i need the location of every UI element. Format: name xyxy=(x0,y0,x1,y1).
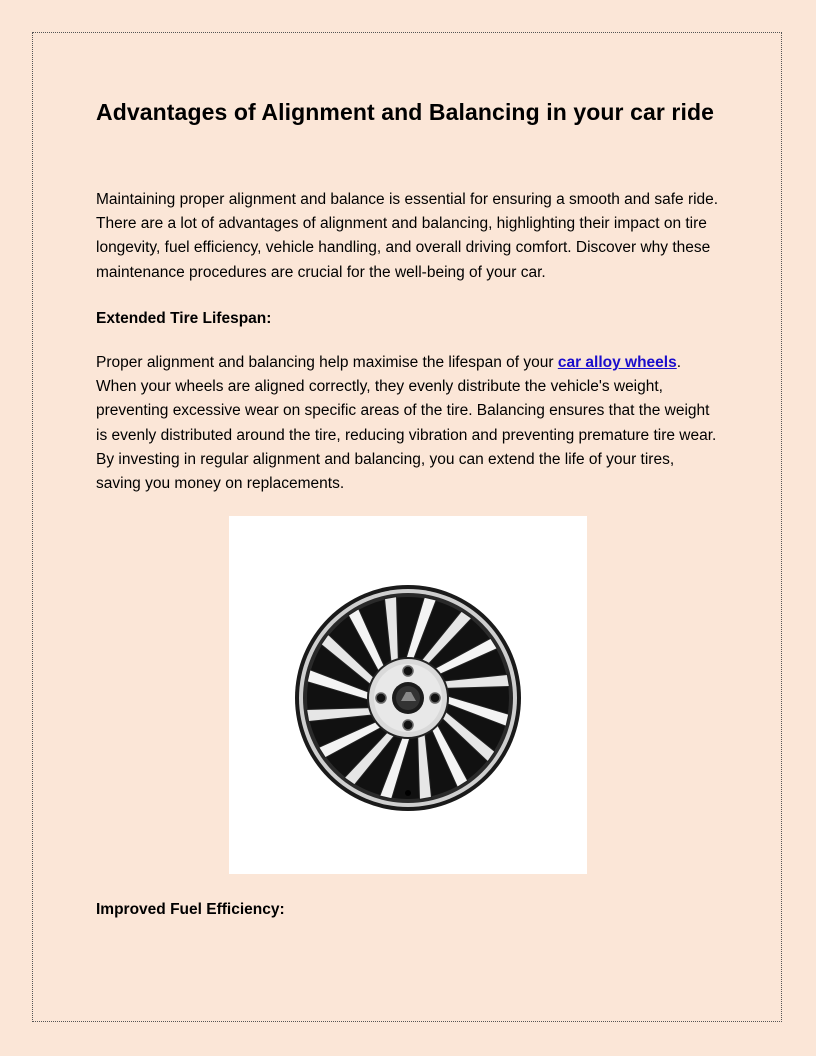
lug-hole xyxy=(430,693,440,703)
section-heading-tire-lifespan: Extended Tire Lifespan: xyxy=(96,309,272,327)
paragraph-text-after-link: . When your wheels are aligned correctly, they evenly distribute the vehicle's weight, preventing excessive wear on specific areas of the tire. Balancing ensures that the weight is evenly distributed around the tire, reducing vibration and preventing premature tire wear. By investing in regular alignment and balancing, you can extend the life of your tires, saving you money on replacements. xyxy=(96,354,717,493)
alloy-wheel-image xyxy=(229,516,587,874)
alloy-wheel-icon xyxy=(229,516,587,874)
section-heading-fuel-efficiency: Improved Fuel Efficiency: xyxy=(96,901,285,918)
tire-lifespan-paragraph xyxy=(96,351,721,496)
lug-hole xyxy=(403,720,413,730)
intro-paragraph: Maintaining proper alignment and balance is essential for ensuring a smooth and safe ride. There are a lot of advantages of alignment and balancing, highlighting their impact on tire longevity, fuel efficiency, vehicle handling, and overall driving comfort. Discover why these maintenance procedures are crucial for the well-being of your car. xyxy=(96,191,719,281)
page-title: Advantages of Alignment and Balancing in your car ride xyxy=(96,99,714,125)
paragraph-text-before-link: Proper alignment and balancing help maximise the lifespan of your xyxy=(96,354,558,372)
document-content xyxy=(96,94,721,496)
car-alloy-wheels-link[interactable]: car alloy wheels xyxy=(557,354,677,372)
lug-hole xyxy=(403,666,413,676)
lug-hole xyxy=(376,693,386,703)
